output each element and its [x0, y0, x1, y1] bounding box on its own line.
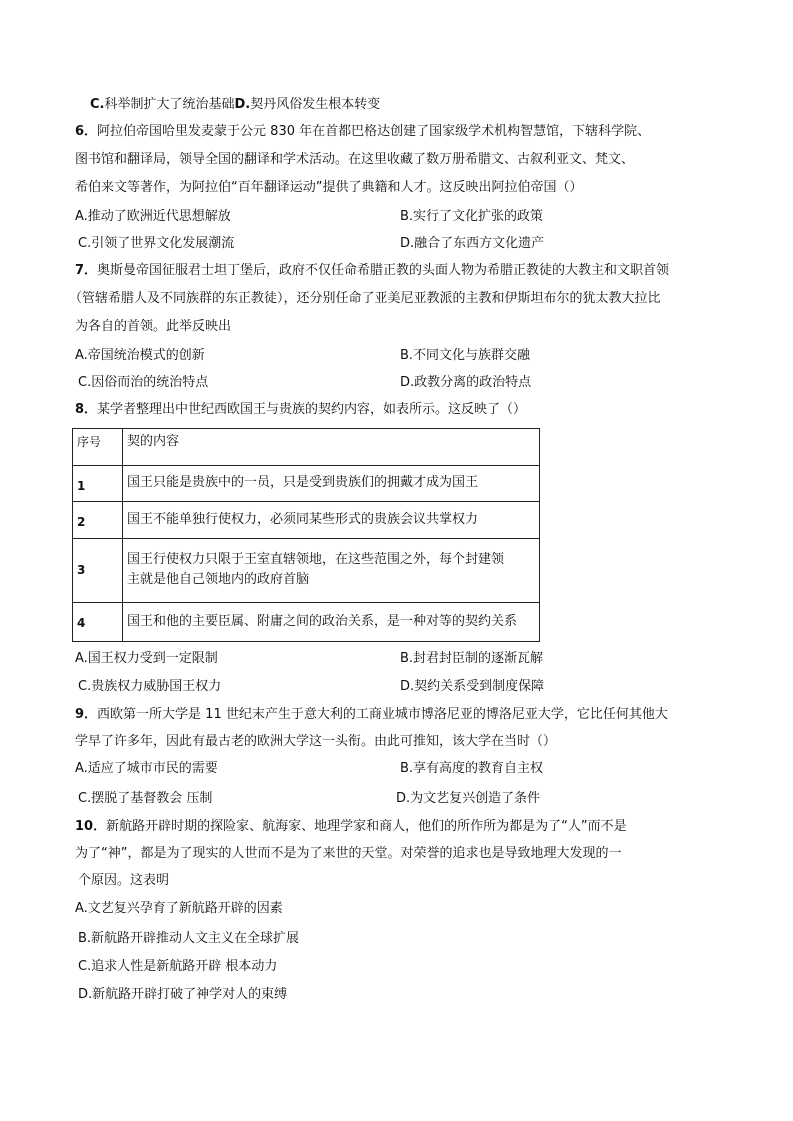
- table-cell-num: 3: [73, 538, 123, 603]
- q6-stem-line: 图书馆和翻译局，领导全国的翻译和学术活动。在这里收藏了数万册希腊文、古叙利亚文、梵文、: [75, 152, 635, 167]
- q8-option-c[interactable]: C.贵族权力威胁国王权力: [78, 679, 222, 694]
- q8-option-a[interactable]: A.国王权力受到一定限制: [75, 651, 218, 666]
- q7-stem-line: 7．奥斯曼帝国征服君士坦丁堡后，政府不仅任命希腊正教的头面人物为希腊正教徒的大教主和文职首领: [75, 263, 670, 278]
- table-cell-content: 国王不能单独行使权力，必须同某些形式的贵族会议共掌权力: [123, 502, 540, 539]
- q9-option-c[interactable]: C.摆脱了基督教会 压制: [78, 791, 213, 806]
- q7-stem-line: 为各自的首领。此举反映出: [75, 319, 232, 334]
- q7-stem-line: （管辖希腊人及不同族群的东正教徒），还分别任命了亚美尼亚教派的主教和伊斯坦布尔的犹太教大拉比: [69, 291, 661, 306]
- table-header-content: 契的内容: [123, 429, 540, 466]
- q9-stem-line: 学早了许多年，因此有最古老的欧洲大学这一头衔。由此可推知，该大学在当时（）: [75, 734, 557, 749]
- q10-stem-line: 为了“神”，都是为了现实的人世而不是为了来世的天堂。对荣誉的追求也是导致地理大发现的一: [75, 846, 622, 861]
- q10-stem-line: 10．新航路开辟时期的探险家、航海家、地理学家和商人，他们的所作所为都是为了“人”而不是: [75, 819, 627, 834]
- q6-stem-line: 希伯来文等著作，为阿拉伯“百年翻译运动”提供了典籍和人才。这反映出阿拉伯帝国（）: [75, 180, 583, 195]
- q6-option-d[interactable]: D.融合了东西方文化遗产: [400, 236, 545, 251]
- table-cell-content: 国王和他的主要臣属、附庸之间的政治关系，是一种对等的契约关系: [123, 603, 540, 642]
- table-cell-num: 2: [73, 502, 123, 539]
- table-row: [73, 465, 540, 502]
- q6-option-b[interactable]: B.实行了文化扩张的政策: [400, 209, 544, 224]
- q9-option-d[interactable]: D.为文艺复兴创造了条件: [396, 791, 541, 806]
- table-cell-content: 国王行使权力只限于王室直辖领地，在这些范围之外，每个封建领 主就是他自己领地内的政府首脑: [123, 538, 540, 603]
- table-cell-num: 1: [73, 465, 123, 502]
- q10-option-d[interactable]: D.新航路开辟打破了神学对人的束缚: [78, 987, 288, 1002]
- q7-option-b[interactable]: B.不同文化与族群交融: [400, 348, 531, 363]
- table-row: [73, 502, 540, 539]
- table-row: [73, 603, 540, 642]
- q5-options-cd: C.科举制扩大了统治基础D.契丹风俗发生根本转变: [90, 97, 381, 112]
- q6-option-a[interactable]: A.推动了欧洲近代思想解放: [75, 209, 231, 224]
- q9-option-b[interactable]: B.享有高度的教育自主权: [400, 761, 544, 776]
- q8-stem: 8．某学者整理出中世纪西欧国王与贵族的契约内容，如表所示。这反映了（）: [75, 402, 527, 417]
- table-cell-content: 国王只能是贵族中的一员，只是受到贵族们的拥戴才成为国王: [123, 465, 540, 502]
- q10-option-a[interactable]: A.文艺复兴孕育了新航路开辟的因素: [75, 901, 283, 916]
- q6-option-c[interactable]: C.引领了世界文化发展潮流: [78, 236, 235, 251]
- q8-option-d[interactable]: D.契约关系受到制度保障: [400, 679, 545, 694]
- q7-option-a[interactable]: A.帝国统治模式的创新: [75, 348, 205, 363]
- q10-option-c[interactable]: C.追求人性是新航路开辟 根本动力: [78, 959, 278, 974]
- table-header-num: 序号: [73, 429, 123, 466]
- q7-option-d[interactable]: D.政教分离的政治特点: [400, 375, 532, 390]
- q9-option-a[interactable]: A.适应了城市市民的需要: [75, 761, 218, 776]
- q8-option-b[interactable]: B.封君封臣制的逐渐瓦解: [400, 651, 544, 666]
- q6-stem-line: 6．阿拉伯帝国哈里发麦蒙于公元 830 年在首都巴格达创建了国家级学术机构智慧馆，下辖科学院、: [75, 124, 651, 139]
- q7-option-c[interactable]: C.因俗而治的统治特点: [78, 375, 209, 390]
- q10-option-b[interactable]: B.新航路开辟推动人文主义在全球扩展: [78, 931, 300, 946]
- contract-table: [72, 428, 540, 642]
- table-header-row: [73, 429, 540, 466]
- q9-stem-line: 9．西欧第一所大学是 11 世纪末产生于意大利的工商业城市博洛尼亚的博洛尼亚大学，它比任何其他大: [75, 707, 668, 722]
- table-row: [73, 538, 540, 603]
- table-cell-num: 4: [73, 603, 123, 642]
- q10-stem-line: 个原因。这表明: [78, 873, 170, 888]
